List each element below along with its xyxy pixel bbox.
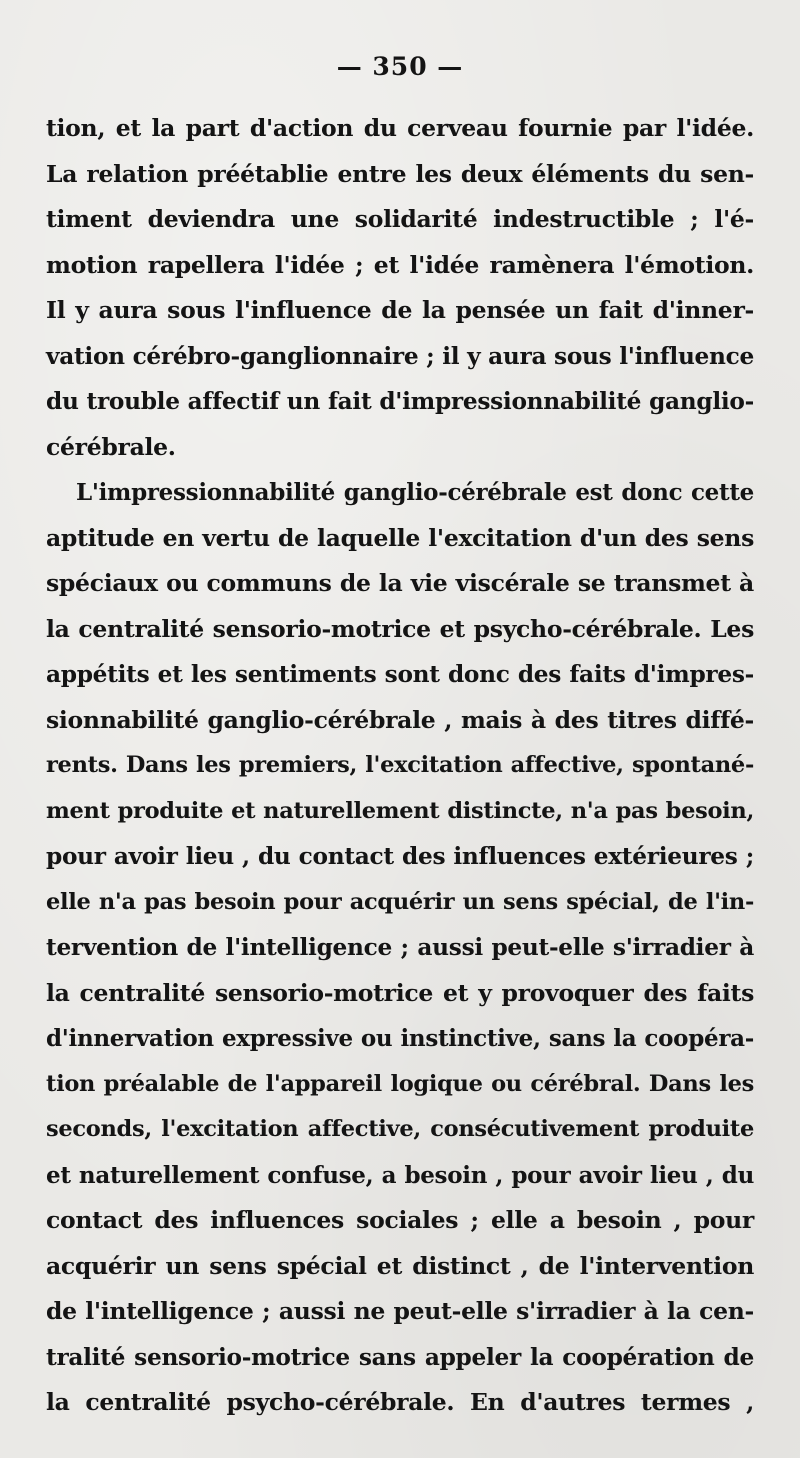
text-line: seconds, l'excitation affective, consécutivement produite bbox=[46, 1116, 754, 1142]
page-number: — 350 — bbox=[336, 52, 464, 81]
text-line: aptitude en vertu de laquelle l'excitation d'un des sens bbox=[46, 523, 754, 552]
text-line: rents. Dans les premiers, l'excitation affective, spontané- bbox=[46, 752, 754, 778]
body-text bbox=[46, 106, 754, 1426]
text-line: et naturellement confuse, a besoin , pour avoir lieu , du bbox=[46, 1161, 754, 1189]
text-line: tralité sensorio-motrice sans appeler la coopération de bbox=[46, 1343, 754, 1371]
text-line: tion, et la part d'action du cerveau fournie par l'idée. bbox=[46, 114, 754, 142]
text-line: timent deviendra une solidarité indestructible ; l'é- bbox=[46, 205, 754, 233]
text-line: la centralité sensorio-motrice et psycho-cérébrale. Les bbox=[46, 614, 754, 643]
text-line: de l'intelligence ; aussi ne peut-elle s'irradier à la cen- bbox=[46, 1297, 754, 1325]
text-line: cérébrale. bbox=[46, 432, 176, 461]
text-line: pour avoir lieu , du contact des influences extérieures ; bbox=[46, 843, 754, 870]
text-line: spéciaux ou communs de la vie viscérale se transmet à bbox=[46, 569, 754, 597]
text-line: ment produite et naturellement distincte, n'a pas besoin, bbox=[46, 797, 754, 824]
text-line: motion rapellera l'idée ; et l'idée ramènera l'émotion. bbox=[46, 250, 754, 279]
text-line: tervention de l'intelligence ; aussi peut-elle s'irradier à bbox=[46, 934, 754, 961]
text-line: La relation préétablie entre les deux éléments du sen- bbox=[46, 159, 754, 188]
text-line: tion préalable de l'appareil logique ou cérébral. Dans les bbox=[46, 1070, 754, 1097]
text-line: du trouble affectif un fait d'impressionnabilité ganglio- bbox=[46, 388, 754, 415]
text-line: elle n'a pas besoin pour acquérir un sens spécial, de l'in- bbox=[46, 888, 754, 915]
text-line: la centralité sensorio-motrice et y provoquer des faits bbox=[46, 978, 754, 1007]
text-line: sionnabilité ganglio-cérébrale , mais à des titres diffé- bbox=[46, 705, 754, 734]
text-line: Il y aura sous l'influence de la pensée un fait d'inner- bbox=[46, 296, 754, 324]
text-line: la centralité psycho-cérébrale. En d'autres termes , bbox=[46, 1388, 754, 1416]
text-line: acquérir un sens spécial et distinct , de l'intervention bbox=[46, 1251, 754, 1280]
text-line: appétits et les sentiments sont donc des faits d'impres- bbox=[46, 661, 754, 688]
paragraph-start-line: L'impressionnabilité ganglio-cérébrale est donc cette bbox=[76, 479, 754, 506]
text-line: vation cérébro-ganglionnaire ; il y aura sous l'influence bbox=[46, 342, 754, 370]
text-line: d'innervation expressive ou instinctive, sans la coopéra- bbox=[46, 1025, 754, 1052]
text-line: contact des influences sociales ; elle a besoin , pour bbox=[46, 1206, 754, 1234]
